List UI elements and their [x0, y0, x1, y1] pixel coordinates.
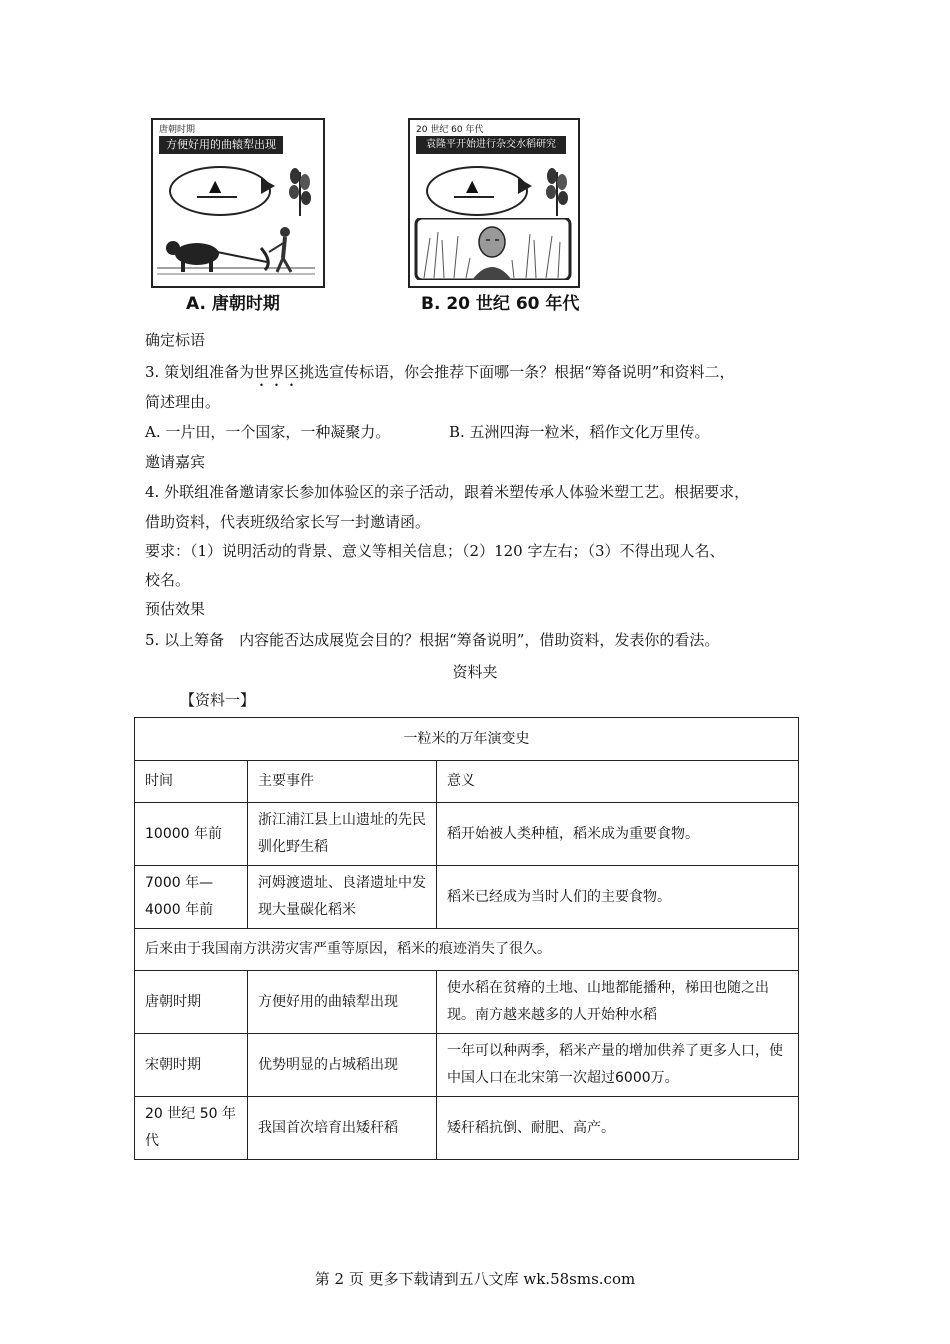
table-row [135, 1034, 799, 1097]
table-row-full-width [135, 929, 799, 971]
blank-line [454, 196, 494, 198]
speech-bubble-tail [518, 178, 532, 194]
folder-title: 资料夹 [452, 663, 498, 681]
q3-emphasis-text: 世界区 [254, 363, 300, 381]
rice-plant-icon [283, 164, 317, 216]
figure-tang-dynasty [151, 118, 325, 288]
cell-time: 7000 年—4000 年前 [135, 866, 248, 929]
question-5: 5. 以上筹备 内容能否达成展览会目的？根据“筹备说明”，借助资料，发表你的看法。 [145, 631, 720, 649]
figure-title-banner: 方便好用的曲辕犁出现 [159, 136, 283, 154]
cell-meaning: 使水稻在贫瘠的土地、山地都能播种，梯田也随之出现。南方越来越多的人开始种水稻 [437, 971, 799, 1034]
blank-line [197, 196, 237, 198]
question-4-line-2: 借助资料，代表班级给家长写一封邀请函。 [145, 513, 431, 531]
cell-event: 优势明显的占城稻出现 [248, 1034, 437, 1097]
rice-history-table [134, 717, 799, 1160]
q3-text-pre: 3. 策划组准备为 [145, 363, 255, 381]
cell-meaning: 矮秆稻抗倒、耐肥、高产。 [437, 1097, 799, 1160]
question-4-requirements-1: 要求：（1）说明活动的背景、意义等相关信息；（2）120 字左右；（3）不得出现人名、 [145, 542, 725, 560]
header-event: 主要事件 [248, 761, 437, 803]
table-row [135, 803, 799, 866]
header-meaning: 意义 [437, 761, 799, 803]
figure-title-banner: 袁隆平开始进行杂交水稻研究 [416, 136, 566, 154]
question-3-option-b: B. 五洲四海一粒米，稻作文化万里传。 [449, 423, 710, 441]
cell-event: 我国首次培育出矮秆稻 [248, 1097, 437, 1160]
section-heading-slogan: 确定标语 [145, 331, 206, 349]
cell-event: 河姆渡遗址、良渚遗址中发现大量碳化稻米 [248, 866, 437, 929]
cell-meaning: 一年可以种两季，稻米产量的增加供养了更多人口，使中国人口在北宋第一次超过6000万。 [437, 1034, 799, 1097]
question-3-option-a: A. 一片田，一个国家，一种凝聚力。 [145, 423, 391, 441]
figure-period-label: 唐朝时期 [159, 125, 196, 135]
ox-plough-scene-image [157, 218, 315, 280]
cell-event: 浙江浦江县上山遗址的先民驯化野生稻 [248, 803, 437, 866]
cell-note: 后来由于我国南方洪涝灾害严重等原因，稻米的痕迹消失了很久。 [135, 929, 799, 971]
cell-time: 唐朝时期 [135, 971, 248, 1034]
cell-meaning: 稻开始被人类种植，稻米成为重要食物。 [437, 803, 799, 866]
table-title: 一粒米的万年演变史 [135, 718, 799, 761]
figure-1960s [408, 118, 580, 288]
table-row [135, 1097, 799, 1160]
table-header-row [135, 761, 799, 803]
figure-caption-a: A. 唐朝时期 [186, 294, 280, 314]
rice-field-portrait-image [414, 218, 572, 280]
page-footer: 第 2 页 更多下载请到五八文库 wk.58sms.com [314, 1270, 636, 1288]
section-heading-invite: 邀请嘉宾 [145, 453, 206, 471]
rice-plant-icon [540, 164, 574, 216]
section-heading-effect: 预估效果 [145, 600, 206, 618]
speech-bubble-tail [261, 178, 275, 194]
material-label: 【资料一】 [180, 691, 256, 709]
table-title-row [135, 718, 799, 761]
triangle-placeholder-icon: ▲ [466, 176, 479, 195]
question-3-line-1 [145, 362, 734, 390]
cell-time: 10000 年前 [135, 803, 248, 866]
figure-period-label: 20 世纪 60 年代 [416, 125, 484, 135]
question-3-line-2: 简述理由。 [145, 393, 221, 411]
cell-meaning: 稻米已经成为当时人们的主要食物。 [437, 866, 799, 929]
table-row [135, 866, 799, 929]
cell-time: 20 世纪 50 年代 [135, 1097, 248, 1160]
triangle-placeholder-icon: ▲ [209, 176, 222, 195]
table-row [135, 971, 799, 1034]
figure-caption-b: B. 20 世纪 60 年代 [421, 294, 580, 314]
question-4-line-1: 4. 外联组准备邀请家长参加体验区的亲子活动，跟着米塑传承人体验米塑工艺。根据要求， [145, 483, 750, 501]
header-time: 时间 [135, 761, 248, 803]
cell-event: 方便好用的曲辕犁出现 [248, 971, 437, 1034]
cell-time: 宋朝时期 [135, 1034, 248, 1097]
q3-text-post: 挑选宣传标语，你会推荐下面哪一条？根据“筹备说明”和资料二， [299, 363, 735, 381]
question-4-requirements-2: 校名。 [145, 571, 191, 589]
